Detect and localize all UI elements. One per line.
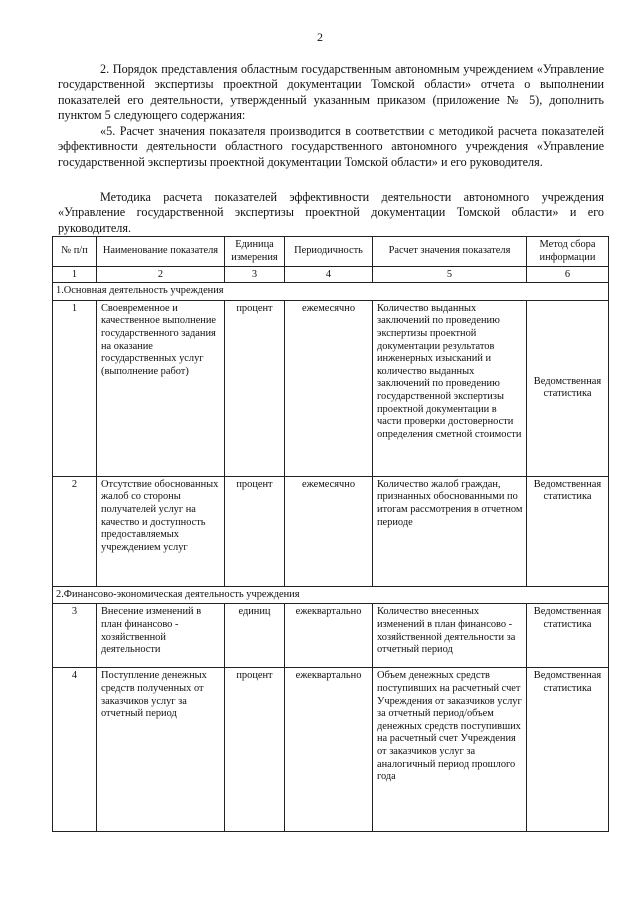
periodicity: ежемесячно [285, 300, 373, 476]
header-periodicity: Периодичность [285, 237, 373, 267]
column-number: 4 [285, 267, 373, 283]
indicator-name: Поступление денежных средств полученных от заказчиков услуг за отчетный период [97, 668, 225, 832]
row-number: 3 [53, 604, 97, 668]
unit: процент [225, 668, 285, 832]
calculation: Объем денежных средств поступивших на расчетный счет Учреждения от заказчиков услуг за отчетный период/объем денежных средств поступивших на расчетный счет Учреждения от заказчиков услуг за аналогичный период прошлого года [373, 668, 527, 832]
collection-method: Ведомственная статистика [527, 668, 609, 832]
column-number: 2 [97, 267, 225, 283]
collection-method: Ведомственная статистика [527, 476, 609, 586]
metrics-table [52, 236, 609, 832]
page-number: 2 [317, 30, 323, 44]
column-number: 5 [373, 267, 527, 283]
periodicity: ежеквартально [285, 668, 373, 832]
section-title: 1.Основная деятельность учреждения [53, 283, 609, 301]
row-number: 4 [53, 668, 97, 832]
unit: процент [225, 476, 285, 586]
table-row [53, 476, 609, 586]
table-row [53, 604, 609, 668]
periodicity: ежемесячно [285, 476, 373, 586]
unit: единиц [225, 604, 285, 668]
row-number: 1 [53, 300, 97, 476]
header-number: № п/п [53, 237, 97, 267]
paragraph-methodology-title: Методика расчета показателей эффективности деятельности автономного учреждения «Управление государственной экспертизы проектной документации Томской области» и его руководителя. [58, 190, 604, 235]
column-number-row [53, 267, 609, 283]
row-number: 2 [53, 476, 97, 586]
section-row [53, 283, 609, 301]
table-row [53, 300, 609, 476]
calculation: Количество жалоб граждан, признанных обоснованными по итогам рассмотрения в отчетном периоде [373, 476, 527, 586]
header-calculation: Расчет значения показателя [373, 237, 527, 267]
paragraph-amendment: 2. Порядок представления областным государственным автономным учреждением «Управление государственной экспертизы проектной документации Томской области» отчета о выполнении показателей его деятельности, утвержденный указанным приказом (приложение № 5), дополнить пунктом 5 следующего содержания: [58, 62, 604, 122]
table-header-row [53, 237, 609, 267]
calculation: Количество внесенных изменений в план финансово - хозяйственной деятельности за отчетный период [373, 604, 527, 668]
unit: процент [225, 300, 285, 476]
collection-method: Ведомственная статистика [527, 604, 609, 668]
header-indicator-name: Наименование показателя [97, 237, 225, 267]
header-unit: Единица измерения [225, 237, 285, 267]
section-title: 2.Финансово-экономическая деятельность учреждения [53, 586, 609, 604]
indicator-name: Своевременное и качественное выполнение государственного задания на оказание государственных услуг (выполнение работ) [97, 300, 225, 476]
paragraph-point-5: «5. Расчет значения показателя производится в соответствии с методикой расчета показателей эффективности деятельности областного государственного автономного учреждения «Управление государственной экспертизы проектной документации Томской области» и его руководителя. [58, 124, 604, 169]
section-row [53, 586, 609, 604]
calculation: Количество выданных заключений по проведению экспертизы проектной документации результатов инженерных изысканий и количество выданных заключений по проведению государственной экспертизы проектной документации в части проверки достоверности определения сметной стоимости [373, 300, 527, 476]
header-method: Метод сбора информации [527, 237, 609, 267]
column-number: 6 [527, 267, 609, 283]
collection-method: Ведомственная статистика [527, 300, 609, 476]
column-number: 1 [53, 267, 97, 283]
periodicity: ежеквартально [285, 604, 373, 668]
indicator-name: Внесение изменений в план финансово - хозяйственной деятельности [97, 604, 225, 668]
column-number: 3 [225, 267, 285, 283]
indicator-name: Отсутствие обоснованных жалоб со стороны получателей услуг на качество и доступность предоставляемых учреждением услуг [97, 476, 225, 586]
table-row [53, 668, 609, 832]
